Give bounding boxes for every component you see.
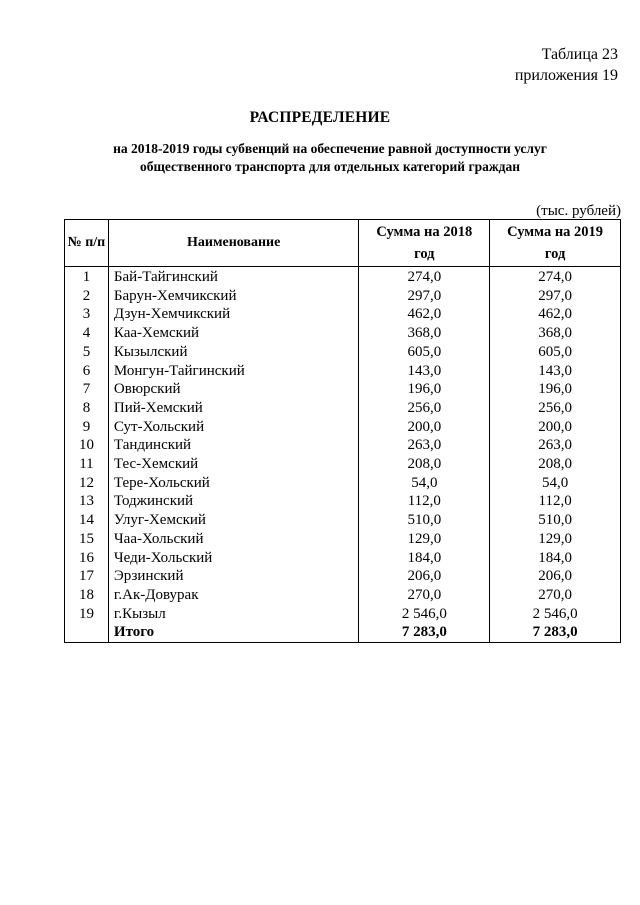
row-number: 8: [65, 399, 109, 418]
table-row: [65, 530, 621, 549]
header-sum-2018-line2: год: [414, 246, 435, 262]
table-row: [65, 399, 621, 418]
row-name: Чеди-Хольский: [108, 549, 359, 568]
row-number: 15: [65, 530, 109, 549]
row-sum-2019: 274,0: [490, 267, 621, 287]
row-number: 6: [65, 362, 109, 381]
table-row: [65, 343, 621, 362]
row-sum-2019: 208,0: [490, 455, 621, 474]
row-sum-2018: 274,0: [359, 267, 490, 287]
subtitle-line-1: на 2018-2019 годы субвенций на обеспечение равной доступности услуг: [113, 141, 547, 156]
appendix-number: приложения 19: [514, 67, 618, 84]
document-subtitle: [80, 140, 580, 176]
row-number: 19: [65, 605, 109, 624]
row-sum-2019: 200,0: [490, 418, 621, 437]
row-name: Каа-Хемский: [108, 324, 359, 343]
subtitle-line-2: общественного транспорта для отдельных категорий граждан: [140, 159, 520, 174]
row-number: 4: [65, 324, 109, 343]
header-number: № п/п: [65, 220, 109, 267]
row-name: Монгун-Тайгинский: [108, 362, 359, 381]
header-sum-2019: [490, 220, 621, 267]
table-row: [65, 567, 621, 586]
units-label: (тыс. рублей): [536, 203, 621, 219]
row-name: Улуг-Хемский: [108, 511, 359, 530]
row-name: Бай-Тайгинский: [108, 267, 359, 287]
header-sum-2019-line1: Сумма на 2019: [507, 224, 604, 240]
row-number: 1: [65, 267, 109, 287]
row-name: Тандинский: [108, 436, 359, 455]
table-row: [65, 267, 621, 287]
row-number: 10: [65, 436, 109, 455]
row-sum-2018: 200,0: [359, 418, 490, 437]
row-sum-2018: 297,0: [359, 287, 490, 306]
row-number: 16: [65, 549, 109, 568]
row-name: Овюрский: [108, 380, 359, 399]
row-name: г.Ак-Довурак: [108, 586, 359, 605]
row-sum-2018: 368,0: [359, 324, 490, 343]
header-name: Наименование: [108, 220, 359, 267]
table-row: [65, 492, 621, 511]
table-reference: [515, 44, 618, 86]
table-total-row: [65, 623, 621, 642]
row-name: Чаа-Хольский: [108, 530, 359, 549]
row-sum-2019: 184,0: [490, 549, 621, 568]
row-name: Кызылский: [108, 343, 359, 362]
row-sum-2018: 256,0: [359, 399, 490, 418]
table-row: [65, 287, 621, 306]
row-sum-2018: 112,0: [359, 492, 490, 511]
row-number: 5: [65, 343, 109, 362]
row-number: 18: [65, 586, 109, 605]
total-sum-2018: 7 283,0: [359, 623, 490, 642]
row-name: Эрзинский: [108, 567, 359, 586]
table-row: [65, 362, 621, 381]
table-number: Таблица 23: [541, 46, 618, 63]
document-title: РАСПРЕДЕЛЕНИЕ: [249, 109, 391, 126]
table-row: [65, 511, 621, 530]
header-sum-2019-line2: год: [544, 246, 566, 262]
row-name: Дзун-Хемчикский: [108, 305, 359, 324]
table-row: [65, 474, 621, 493]
row-sum-2018: 143,0: [359, 362, 490, 381]
row-number: 13: [65, 492, 109, 511]
row-sum-2019: 112,0: [490, 492, 621, 511]
row-number: 3: [65, 305, 109, 324]
table-row: [65, 455, 621, 474]
row-sum-2019: 2 546,0: [490, 605, 621, 624]
header-sum-2018-line1: Сумма на 2018: [376, 224, 473, 240]
row-sum-2019: 510,0: [490, 511, 621, 530]
table-row: [65, 324, 621, 343]
row-number: 17: [65, 567, 109, 586]
row-number: 9: [65, 418, 109, 437]
row-sum-2019: 297,0: [490, 287, 621, 306]
table-row: [65, 436, 621, 455]
row-number: 14: [65, 511, 109, 530]
row-number: 7: [65, 380, 109, 399]
row-sum-2018: 2 546,0: [359, 605, 490, 624]
row-sum-2019: 54,0: [490, 474, 621, 493]
total-label: Итого: [108, 623, 359, 642]
table-row: [65, 605, 621, 624]
row-name: Тоджинский: [108, 492, 359, 511]
row-number: 2: [65, 287, 109, 306]
row-name: г.Кызыл: [108, 605, 359, 624]
row-sum-2019: 206,0: [490, 567, 621, 586]
row-name: Тере-Хольский: [108, 474, 359, 493]
row-sum-2018: 206,0: [359, 567, 490, 586]
row-name: Тес-Хемский: [108, 455, 359, 474]
row-name: Пий-Хемский: [108, 399, 359, 418]
row-sum-2018: 54,0: [359, 474, 490, 493]
row-sum-2018: 510,0: [359, 511, 490, 530]
table-row: [65, 549, 621, 568]
row-sum-2019: 263,0: [490, 436, 621, 455]
row-sum-2018: 605,0: [359, 343, 490, 362]
subsidy-table: [64, 219, 621, 643]
row-number: 11: [65, 455, 109, 474]
row-name: Сут-Хольский: [108, 418, 359, 437]
row-sum-2018: 462,0: [359, 305, 490, 324]
table-row: [65, 418, 621, 437]
row-sum-2019: 143,0: [490, 362, 621, 381]
total-sum-2019: 7 283,0: [490, 623, 621, 642]
row-name: Барун-Хемчикский: [108, 287, 359, 306]
row-sum-2019: 196,0: [490, 380, 621, 399]
row-sum-2019: 462,0: [490, 305, 621, 324]
row-sum-2018: 196,0: [359, 380, 490, 399]
table-row: [65, 380, 621, 399]
row-sum-2018: 270,0: [359, 586, 490, 605]
row-sum-2019: 270,0: [490, 586, 621, 605]
row-sum-2019: 256,0: [490, 399, 621, 418]
total-number: [65, 623, 109, 642]
table-row: [65, 305, 621, 324]
row-sum-2018: 208,0: [359, 455, 490, 474]
header-sum-2018: [359, 220, 490, 267]
table-header-row: [65, 220, 621, 267]
row-sum-2018: 263,0: [359, 436, 490, 455]
row-sum-2019: 368,0: [490, 324, 621, 343]
row-sum-2018: 129,0: [359, 530, 490, 549]
row-sum-2019: 605,0: [490, 343, 621, 362]
row-sum-2018: 184,0: [359, 549, 490, 568]
row-number: 12: [65, 474, 109, 493]
row-sum-2019: 129,0: [490, 530, 621, 549]
table-row: [65, 586, 621, 605]
